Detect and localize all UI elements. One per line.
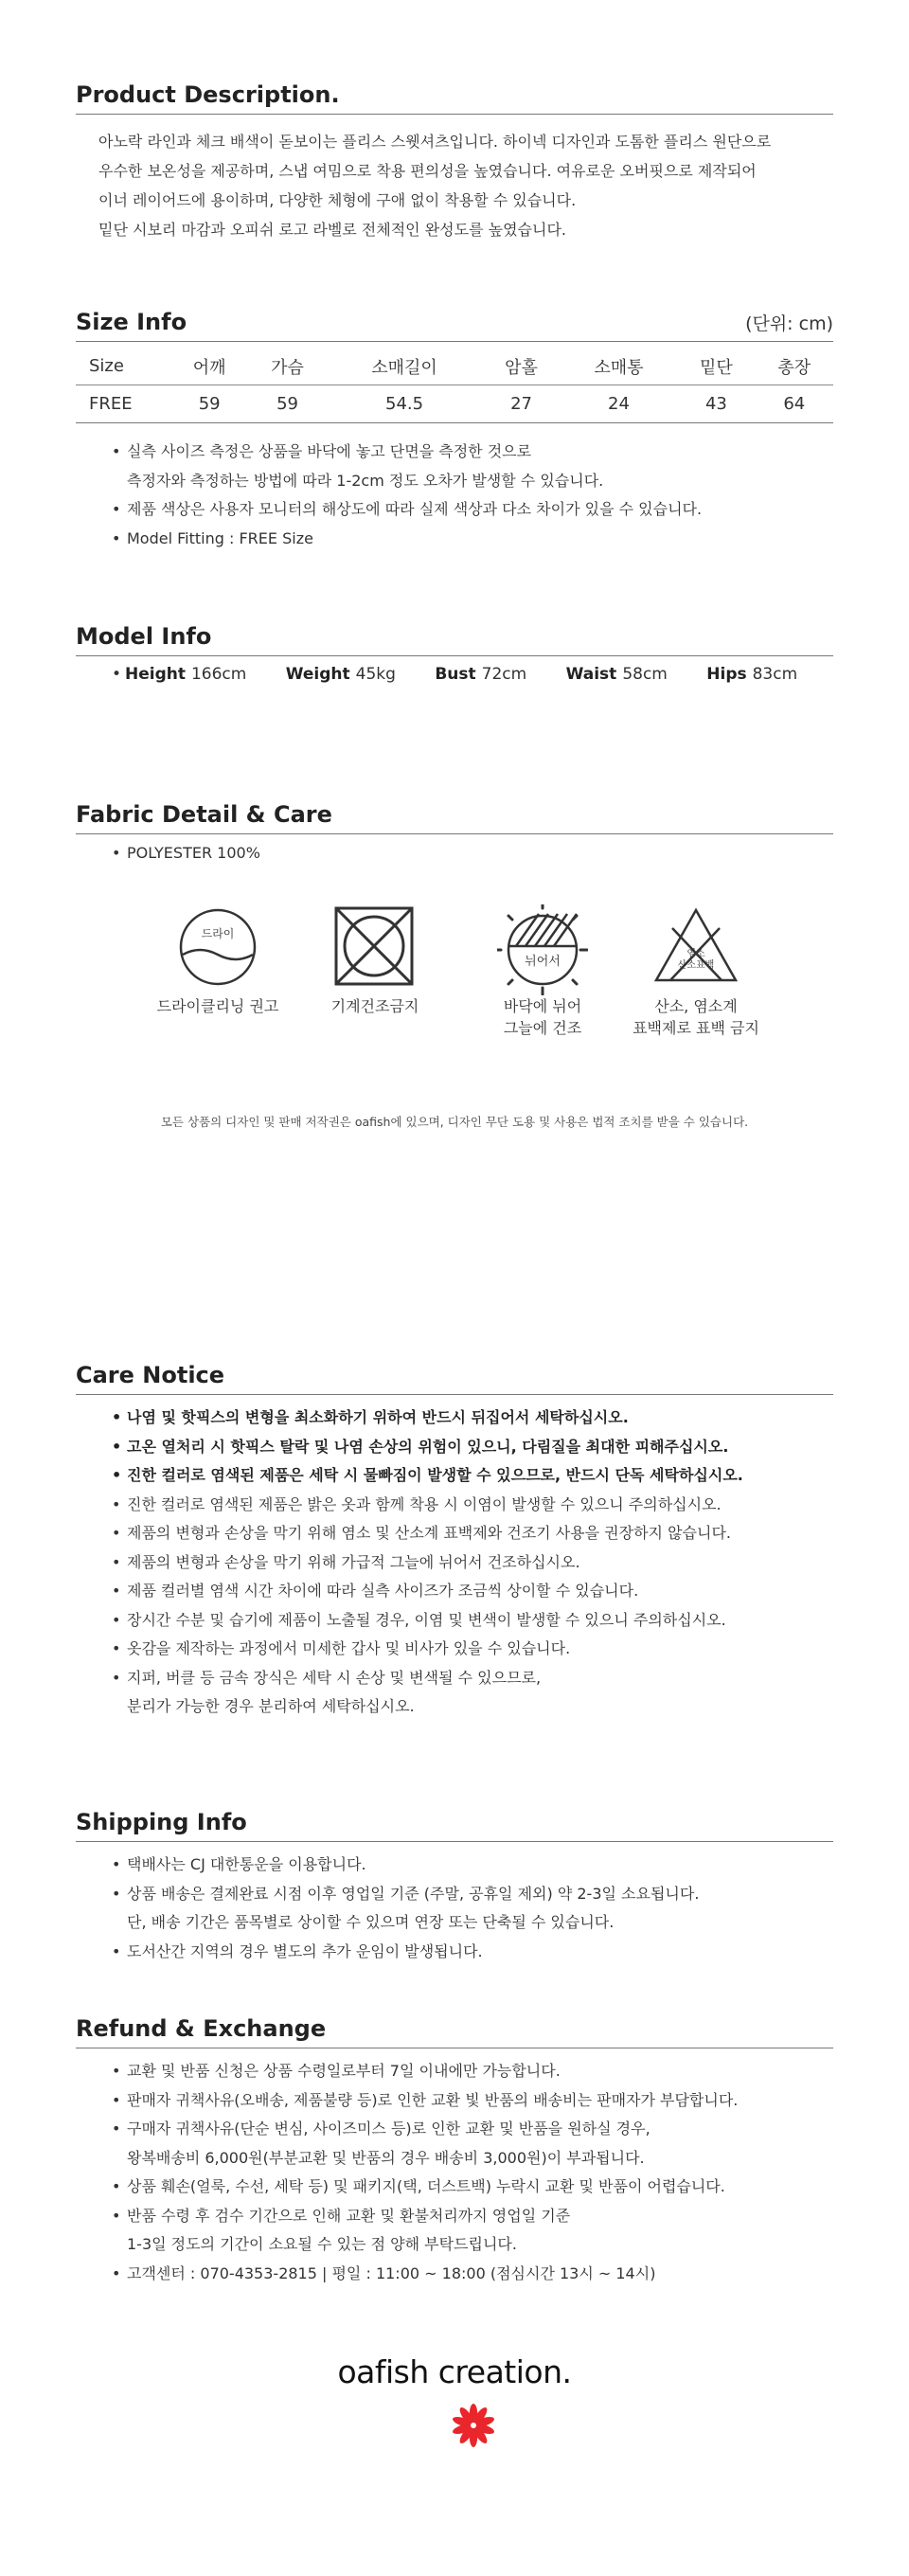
list-item [114,2057,852,2086]
bleach-icon-text: 산소표백 [677,960,715,971]
measure-key: Hips [706,665,747,684]
notice-line: • 진한 컬러로 염색된 제품은 밝은 옷과 함께 착용 시 이염이 발생할 수 있으니 주의하십시오. [127,1494,722,1513]
note-line: 측정자와 측정하는 방법에 따라 1-2cm 정도 오차가 발생할 수 있습니다. [127,471,604,490]
table-row [76,385,833,423]
refund-exchange-title: Refund & Exchange [76,2015,833,2048]
size-header-cell: Size [76,348,170,385]
dry-icon-text: 드라이 [201,927,235,940]
shipping-line: • 도서산간 지역의 경우 별도의 추가 운임이 발생됩니다. [127,1941,483,1960]
size-unit: (단위: cm) [745,313,833,334]
list-item [114,2173,852,2202]
notice-line: • 제품의 변형과 손상을 막기 위해 염소 및 산소계 표백제와 건조기 사용을 권장하지 않습니다. [127,1524,731,1542]
care-label-line: 드라이클리닝 권고 [156,997,279,1015]
model-info-title: Model Info [76,623,833,656]
care-notice-title: Care Notice [76,1362,833,1395]
care-label-line: 산소, 염소계 [654,997,738,1015]
care-label-line: 그늘에 건조 [503,1019,582,1037]
list-item [114,1433,852,1462]
description-line: 우수한 보온성을 제공하며, 스냅 여밈으로 착용 편의성을 높였습니다. 여유로운 오버핏으로 제작되어 [98,162,757,180]
care-label-no-tumble [280,995,470,1017]
notice-line: • 제품 컬러별 염색 시간 차이에 따라 실측 사이즈가 조금씩 상이할 수 있습니다. [127,1582,639,1600]
size-cell: 64 [756,385,833,423]
shipping-info-title: Shipping Info [76,1809,833,1842]
care-label-line: 표백제로 표백 금지 [633,1019,759,1037]
list-item [114,438,852,495]
size-info-header [76,309,833,342]
measure-key: Bust [435,665,476,684]
notice-line: 분리가 가능한 경우 분리하여 세탁하십시오. [127,1697,415,1715]
size-cell: 27 [482,385,560,423]
list-item [114,1548,852,1578]
measure-value: 58cm [622,665,668,684]
description-line: 밑단 시보리 마감과 오피쉬 로고 라벨로 전체적인 완성도를 높였습니다. [98,221,566,239]
size-info-title: Size Info [76,309,187,335]
model-waist [566,665,668,684]
model-measurements [125,665,831,684]
list-item [114,1635,852,1664]
measure-key: Weight [285,665,350,684]
fabric-list [114,839,852,868]
refund-line: • 반품 수령 후 검수 기간으로 인해 교환 및 환불처리까지 영업일 기준 [127,2206,571,2225]
size-cell: 59 [248,385,326,423]
measure-value: 166cm [190,665,247,684]
size-notes-list [114,438,852,553]
notice-line: • 고온 열처리 시 핫픽스 탈락 및 나염 손상의 위험이 있으니, 다림질을 최대한 피해주십시오. [127,1437,729,1456]
list-item [114,2086,852,2116]
care-label-line: 기계건조금지 [330,997,419,1015]
measure-value: 45kg [355,665,396,684]
notice-line: • 옷감을 제작하는 과정에서 미세한 갑사 및 비사가 있을 수 있습니다. [127,1639,571,1657]
care-label-no-bleach [601,995,791,1039]
list-item [114,1851,852,1880]
measure-value: 72cm [481,665,527,684]
shipping-line: • 상품 배송은 결제완료 시점 이후 영업일 기준 (주말, 공휴일 제외) 약 2-3일 소요됩니다. [127,1884,700,1903]
size-header-cell: 암홀 [482,348,560,385]
measure-key: Height [125,665,186,684]
size-table-header-row [76,348,833,385]
dry-clean-icon [178,907,258,987]
model-hips [706,665,797,684]
notice-line: • 진한 컬러로 염색된 제품은 세탁 시 물빠짐이 발생할 수 있으므로, 반드시 단독 세탁하십시오. [127,1466,743,1484]
list-item [114,1938,852,1967]
refund-line: 왕복배송비 6,000원(부분교환 및 반품의 경우 배송비 3,000원)이 부과됩니다. [127,2148,645,2167]
note-line: • 제품 색상은 사용자 모니터의 해상도에 따라 실제 색상과 다소 차이가 있을 수 있습니다. [127,500,703,518]
model-bust [435,665,526,684]
shipping-list [114,1851,852,1966]
size-cell: 54.5 [327,385,483,423]
size-cell: 59 [170,385,248,423]
no-bleach-icon [653,907,739,983]
notice-line: • 제품의 변형과 손상을 막기 위해 가급적 그늘에 뉘어서 건조하십시오. [127,1552,580,1571]
list-item [114,495,852,525]
model-height [125,665,246,684]
refund-line: • 교환 및 반품 신청은 상품 수령일로부터 7일 이내에만 가능합니다. [127,2062,561,2080]
copyright-notice: 모든 상품의 디자인 및 판매 저작권은 oafish에 있으며, 디자인 무단 도용 및 사용은 법적 조치를 받을 수 있습니다. [160,1115,749,1129]
shipping-line: 단, 배송 기간은 품목별로 상이할 수 있으며 연장 또는 단축될 수 있습니다. [127,1913,615,1931]
care-notice-list [114,1404,852,1722]
fabric-care-title: Fabric Detail & Care [76,801,833,834]
list-item [114,1461,852,1491]
list-item [114,1577,852,1606]
description-line: 아노락 라인과 체크 배색이 돋보이는 플리스 스웻셔츠입니다. 하이넥 디자인과 도톰한 플리스 원단으로 [98,133,772,151]
notice-line: • 지퍼, 버클 등 금속 장식은 세탁 시 손상 및 변색될 수 있으므로, [127,1668,542,1687]
refund-line: • 고객센터 : 070-4353-2815 | 평일 : 11:00 ~ 18:00 (점심시간 13시 ~ 14시) [127,2263,656,2282]
size-cell: 43 [677,385,755,423]
refund-line: • 상품 훼손(얼룩, 수선, 세탁 등) 및 패키지(택, 더스트백) 누락시 교환 및 반품이 어렵습니다. [127,2177,725,2195]
fabric-composition: POLYESTER 100% [127,844,260,862]
size-header-cell: 총장 [756,348,833,385]
note-line: • Model Fitting : FREE Size [127,528,313,547]
size-cell: FREE [76,385,170,423]
care-label-line: 바닥에 뉘어 [503,997,582,1015]
list-item [114,1491,852,1520]
note-line: • 실측 사이즈 측정은 상품을 바닥에 놓고 단면을 측정한 것으로 [127,442,532,460]
size-header-cell: 가슴 [248,348,326,385]
model-weight [286,665,396,684]
size-table [76,348,833,423]
notice-line: • 장시간 수분 및 습기에 제품이 노출될 경우, 이염 및 변색이 발생할 수 있으니 주의하십시오. [127,1610,726,1629]
list-item [114,1404,852,1433]
flat-dry-shade-icon [497,904,588,995]
description-line: 이너 레이어드에 용이하며, 다양한 체형에 구애 없이 착용할 수 있습니다. [98,191,577,209]
brand-name: oafish creation. [337,2353,572,2390]
product-description-title: Product Description. [76,81,833,115]
refund-list [114,2057,852,2288]
list-item [114,2202,852,2260]
refund-line: • 구매자 귀책사유(단순 변심, 사이즈미스 등)로 인한 교환 및 반품을 원하실 경우, [127,2120,651,2138]
refund-line: 1-3일 정도의 기간이 소요될 수 있는 점 양해 부탁드립니다. [127,2235,517,2253]
size-cell: 24 [561,385,678,423]
red-flower-icon [450,2402,497,2449]
list-item [114,2260,852,2289]
list-item [114,525,852,554]
refund-line: • 판매자 귀책사유(오배송, 제품불량 등)로 인한 교환 빛 반품의 배송비는 판매자가 부담합니다. [127,2090,739,2109]
measure-value: 83cm [752,665,798,684]
list-item [114,1664,852,1722]
shipping-line: • 택배사는 CJ 대한통운을 이용합니다. [127,1855,366,1873]
size-header-cell: 밑단 [677,348,755,385]
list-item [114,1519,852,1548]
no-tumble-dry-icon [333,905,415,987]
measure-key: Waist [565,665,617,684]
bleach-icon-text: 염소 [686,949,705,959]
size-header-cell: 소매길이 [327,348,483,385]
product-description-text [98,127,847,244]
list-item [114,839,852,868]
list-item [114,1606,852,1636]
list-item [114,1880,852,1938]
size-header-cell: 어깨 [170,348,248,385]
size-header-cell: 소매통 [561,348,678,385]
flat-dry-icon-text: 뉘어서 [525,955,561,969]
list-item [114,2115,852,2173]
notice-line: • 나염 및 핫픽스의 변형을 최소화하기 위하여 반드시 뒤집어서 세탁하십시오. [127,1408,629,1426]
